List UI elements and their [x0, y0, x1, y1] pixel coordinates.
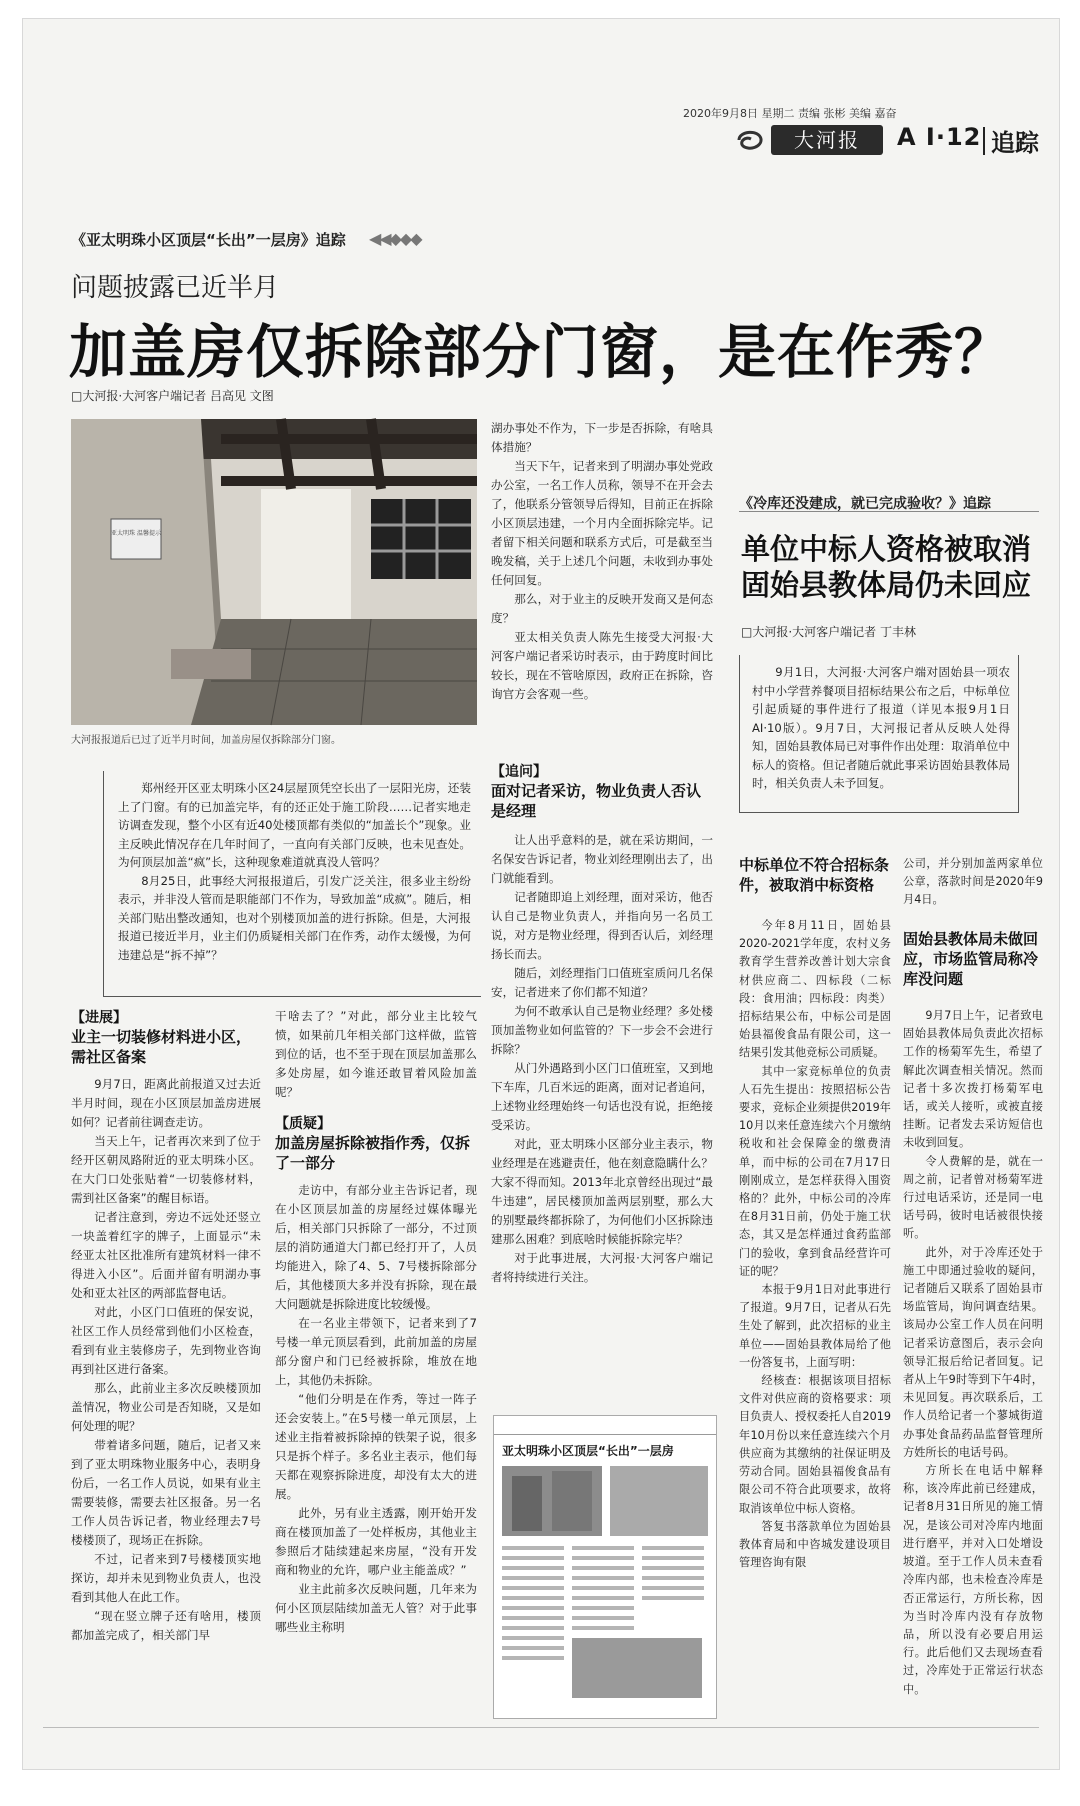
body-paragraph: “他们分明是在作秀，等过一阵子还会安装上。”在5号楼一单元顶层，上述业主指着被拆除掉的铁架子说，很多只是拆个样子。多名业主表示，他们每天都在观察拆除进度，却没有太大的进展。 [275, 1392, 477, 1501]
right-lead-box [739, 655, 1019, 813]
body-paragraph: 方所长在电话中解释称，该冷库此前已经建成，记者8月31日所见的施工情况，是该公司对冷库内地面进行磨平，并对入口处增设坡道。至于工作人员未查看冷库内部，也未检查冷库是否正常运行，方所长称，因为当时冷库内没有存放物品，所以没有必要启用运行。此后他们又去现场查看过，冷库处于正常运行状态中。 [903, 1464, 1043, 1696]
body-paragraph: 走访中，有部分业主告诉记者，现在小区顶层加盖的房屋经过媒体曝光后，相关部门只拆除了一部分，不过顶层的消防通道大门都已经打开了，人员均能进入，除了4、5、7号楼拆除部分后，其他楼顶大多并没有拆除，现在最大问题就是拆除进度比较缓慢。 [275, 1183, 477, 1311]
body-paragraph: 经核查：根据该项目招标文件对供应商的资格要求：项目负责人、授权委托人自2019年10月份以来任意连续六个月供应商为其缴纳的社保证明及劳动合同。固始县福俊食品有限公司不符合此项要求，故将取消该单位中标人资格。 [739, 1374, 891, 1515]
body-paragraph: 湖办事处不作为，下一步是否拆除，有啥具体措施？ [491, 421, 713, 454]
section-title-doubt: 加盖房屋拆除被指作秀，仅拆了一部分 [275, 1134, 471, 1172]
body-paragraph: 记者随即追上刘经理，面对采访，他否认自己是物业负责人，并指向另一名员工说，对方是物业经理，得到否认后，刘经理扬长而去。 [491, 890, 713, 961]
page-number: A I·12 [897, 123, 982, 151]
right-article-byline: □大河报·大河客户端记者 丁丰林 [741, 625, 916, 639]
section-title-followup: 面对记者采访，物业负责人否认是经理 [491, 782, 702, 820]
article-photo [71, 419, 477, 725]
right-col-2-body-top [903, 855, 1043, 915]
body-paragraph: 对此，小区门口值班的保安说，社区工作人员经常到他们小区检查，看到有业主装修房子，先到物业咨询再到社区进行备案。 [71, 1305, 261, 1376]
right-article-kicker: 《冷库还没建成，就已完成验收？》追踪 [739, 496, 991, 512]
body-paragraph: 9月7日上午，记者致电固始县教体局负责此次招标工作的杨菊军先生，希望了解此次调查相关情况。然而记者十多次拨打杨菊军电话，或关人接听，或被直接挂断。记者发去采访短信也未收到回复。 [903, 1009, 1043, 1150]
body-paragraph: 其中一家竞标单位的负责人石先生提出：按照招标公告要求，竞标企业须提供2019年10月以来任意连续六个月缴纳税收和社会保障金的缴费清单，而中标的公司在7月17日刚刚成立，是怎样获得入围资格的？此外，中标公司的冷库在8月31日前，仍处于施工状态，其又是怎样通过食药监部门的验收，拿到食品经营许可证的呢？ [739, 1064, 891, 1278]
lead-paragraph: 郑州经开区亚太明珠小区24层屋顶凭空长出了一层阳光房，还装上了门窗。有的已加盖完毕，有的还正处于施工阶段……记者实地走访调查发现，整个小区有近40处楼顶都有类似的“加盖长个”现象。业主反映此情况存在几年时间了，一直向有关部门反映，也未见查处。为何顶层加盖“疯”长，这种现象难道就真没人管吗？ [118, 781, 471, 869]
right-col-2-body [903, 1007, 1043, 1696]
newspaper-page [22, 18, 1060, 1770]
section-tag-progress: 【进展】 [71, 1010, 127, 1026]
body-paragraph: 当天上午，记者再次来到了位于经开区朝凤路附近的亚太明珠小区。在大门口处张贴着“一切装修材料，需到社区备案”的醒目标语。 [71, 1134, 261, 1205]
photo-caption: 大河报报道后已过了近半月时间，加盖房屋仅拆除部分门窗。 [71, 735, 341, 746]
thumbnail-page-graphic [502, 1466, 708, 1710]
section-tag-doubt: 【质疑】 [275, 1116, 331, 1132]
col-1-body [71, 1075, 261, 1685]
right-col-2 [903, 855, 1043, 1715]
left-article-byline: □大河报·大河客户端记者 吕高见 文图 [71, 389, 274, 403]
col-2-body [275, 1181, 477, 1681]
right-section-title-2: 固始县教体局未做回应，市场监管局称冷库没问题 [903, 930, 1039, 988]
right-col-1 [739, 855, 891, 1715]
body-paragraph: 记者注意到，旁边不远处还竖立一块盖着红字的牌子，上面显示“未经亚太社区批准所有建筑材料一律不得进入小区”。后面并留有明湖办事处和亚太社区的两部监督电话。 [71, 1210, 261, 1300]
right-headline-line-2: 固始县教体局仍未回应 [741, 568, 1032, 602]
body-paragraph: 那么，对于业主的反映开发商又是何态度？ [491, 592, 713, 625]
body-paragraph: 随后，刘经理指门口值班室质问几名保安，记者进来了你们都不知道？ [491, 966, 713, 999]
body-paragraph: 那么，此前业主多次反映楼顶加盖情况，物业公司是否知晓，又是如何处理的呢？ [71, 1381, 261, 1433]
col-3-body [491, 831, 713, 1411]
left-col-3 [491, 419, 713, 1403]
left-col-1 [71, 1007, 261, 1707]
left-article-headline: 加盖房仅拆除部分门窗，是在作秀？ [69, 318, 1014, 386]
body-paragraph: 从门外遇路到小区门口值班室，又到地下车库，几百米远的距离，面对记者追问，上述物业经理始终一句话也没有说，拒绝接受采访。 [491, 1061, 713, 1132]
newspaper-swirl-logo-icon [735, 127, 765, 153]
right-col-1-body [739, 917, 891, 1677]
section-title-progress: 业主一切装修材料进小区，需社区备案 [71, 1028, 252, 1066]
body-paragraph: 干啥去了？”对此，部分业主比较气愤，如果前几年相关部门这样做，监管到位的话，也不至于现在顶层加盖那么多处房屋，如今谁还敢冒着风险加盖呢？ [275, 1009, 477, 1099]
body-paragraph: 公司，并分别加盖两家单位公章，落款时间是2020年9月4日。 [903, 857, 1043, 907]
lead-paragraph: 9月1日，大河报·大河客户端对固始县一项农村中小学营养餐项目招标结果公布之后，中标单位引起质疑的事件进行了报道（详见本报9月1日AI·10版）。9月7日，大河报记者从反映人处得知，固始县教体局已对事件作出处理：取消单位中标人的资格。但记者随后就此事采访固始县教体局时，相关负责人未予回复。 [752, 665, 1010, 790]
body-paragraph: 此外，对于冷库还处于施工中即通过验收的疑问，记者随后又联系了固始县市场监管局，询问调查结果。该局办公室工作人员在问明记者采访意图后，表示会向领导汇报后给记者回复。记者从上午9时等到下午4时，未见回复。再次联系后，工作人员给记者一个蓼城街道办事处食品药品监督管理所方姓所长的电话号码。 [903, 1245, 1043, 1459]
body-paragraph: 亚太相关负责人陈先生接受大河报·大河客户端记者采访时表示，由于跨度时间比较长，现在不管啥原因，政府正在拆除，咨询官方会客观一些。 [491, 630, 713, 701]
left-article-kicker: 《亚太明珠小区顶层“长出”一层房》追踪 [71, 231, 346, 249]
body-paragraph: “现在竖立牌子还有啥用，楼顶都加盖完成了，相关部门早 [71, 1609, 261, 1642]
left-article-subhead: 问题披露已近半月 [71, 273, 280, 303]
left-col-2 [275, 1007, 477, 1707]
kicker-arrow-icon: ◀◀◆◆◆ [369, 229, 421, 248]
lead-paragraph: 8月25日，此事经大河报报道后，引发广泛关注，很多业主纷纷表示，并非没人管而是职能部门不作为，导致加盖“成疯”。随后，相关部门贴出整改通知，也对个别楼顶加盖的进行拆除。但是，大河报报道已接近半月，业主们仍质疑相关部门在作秀，动作太缓慢，为何违建总是“拆不掉”？ [118, 873, 471, 962]
photo-notice-sign: 亚太明珠 温馨提示 [111, 530, 161, 537]
previous-report-thumbnail [493, 1415, 717, 1719]
body-paragraph: 9月7日，距离此前报道又过去近半月时间，现在小区顶层加盖房进展如何？记者前往调查走访。 [71, 1077, 261, 1129]
left-lead-box [103, 771, 481, 997]
body-paragraph: 此外，另有业主透露，刚开始开发商在楼顶加盖了一处样板房，其他业主参照后才陆续建起来房屋，“没有开发商和物业的允许，哪户业主能盖成？” [275, 1506, 477, 1577]
body-paragraph: 对此，亚太明珠小区部分业主表示，物业经理是在逃避责任，他在刻意隐瞒什么？大家不得而知。2013年北京曾经出现过“最牛违建”，居民楼顶加盖两层别墅，那么大的别墅最终都拆除了，为何他们小区拆除违建那么困难？到底啥时候能拆除完毕？ [491, 1137, 713, 1246]
section-tag-followup: 【追问】 [491, 764, 547, 780]
body-paragraph: 不过，记者来到7号楼楼顶实地探访，却并未见到物业负责人，也没看到其他人在此工作。 [71, 1552, 261, 1604]
masthead-divider [983, 127, 985, 155]
section-name: 追踪 [991, 129, 1039, 157]
body-paragraph: 对于此事进展，大河报·大河客户端记者将持续进行关注。 [491, 1251, 713, 1284]
body-paragraph: 在一名业主带领下，记者来到了7号楼一单元顶层看到，此前加盖的房屋部分窗户和门已经被拆除，堆放在地上，其他仍未拆除。 [275, 1316, 477, 1387]
body-paragraph: 令人费解的是，就在一周之前，记者曾对杨菊军进行过电话采访，还是同一电话号码，彼时电话被很快接听。 [903, 1154, 1043, 1241]
rooftop-room-photo [71, 419, 477, 725]
newspaper-logo: 大河报 [771, 125, 883, 155]
body-paragraph: 答复书落款单位为固始县教体育局和中咨城发建设项目管理咨询有限 [739, 1519, 891, 1570]
body-paragraph: 带着诸多问题，随后，记者又来到了亚太明珠物业服务中心，表明身份后，一名工作人员说，如果有业主需要装修，需要去社区报备。另一名工作人员告诉记者，物业经理去7号楼楼顶了，现场正在拆除。 [71, 1438, 261, 1547]
body-paragraph: 业主此前多次反映问题，几年来为何小区顶层陆续加盖无人管？对于此事哪些业主称明 [275, 1582, 477, 1634]
masthead-date-line: 2020年9月8日 星期二 责编 张彬 美编 嘉奋 [683, 107, 897, 120]
thumbnail-title: 亚太明珠小区顶层“长出”一层房 [502, 1444, 674, 1458]
right-article-headline [741, 531, 1031, 603]
body-paragraph: 当天下午，记者来到了明湖办事处党政办公室，一名工作人员称，领导不在开会去了，他联系分管领导后得知，目前正在拆除小区顶层违建，一个月内全面拆除完毕。记者留下相关问题和联系方式后，可是截至当晚发稿，关于上述几个问题，未收到办事处任何回复。 [491, 459, 713, 587]
col-3-body-top [491, 419, 713, 749]
body-paragraph: 本报于9月1日对此事进行了报道。9月7日，记者从石先生处了解到，此次招标的业主单位——固始县教体局给了他一份答复书，上面写明： [739, 1283, 891, 1369]
bottom-rule [43, 1727, 1039, 1728]
right-headline-line-1: 单位中标人资格被取消 [741, 532, 1032, 566]
right-section-title-1: 中标单位不符合招标条件，被取消中标资格 [739, 856, 890, 894]
body-paragraph: 今年8月11日，固始县2020-2021学年度，农村义务教育学生营养改善计划大宗食材供应商二、四标段（二标段：食用油；四标段：肉类）招标结果公布，中标公司是固始县福俊食品有限公司，这一结果引发其他竞标公司质疑。 [739, 919, 891, 1060]
body-paragraph: 让人出乎意料的是，就在采访期间，一名保安告诉记者，物业刘经理刚出去了，出门就能看到。 [491, 833, 713, 885]
body-paragraph: 为何不敢承认自己是物业经理？多处楼顶加盖物业如何监管的？下一步会不会进行拆除？ [491, 1004, 713, 1056]
col-2-body-top [275, 1007, 477, 1107]
